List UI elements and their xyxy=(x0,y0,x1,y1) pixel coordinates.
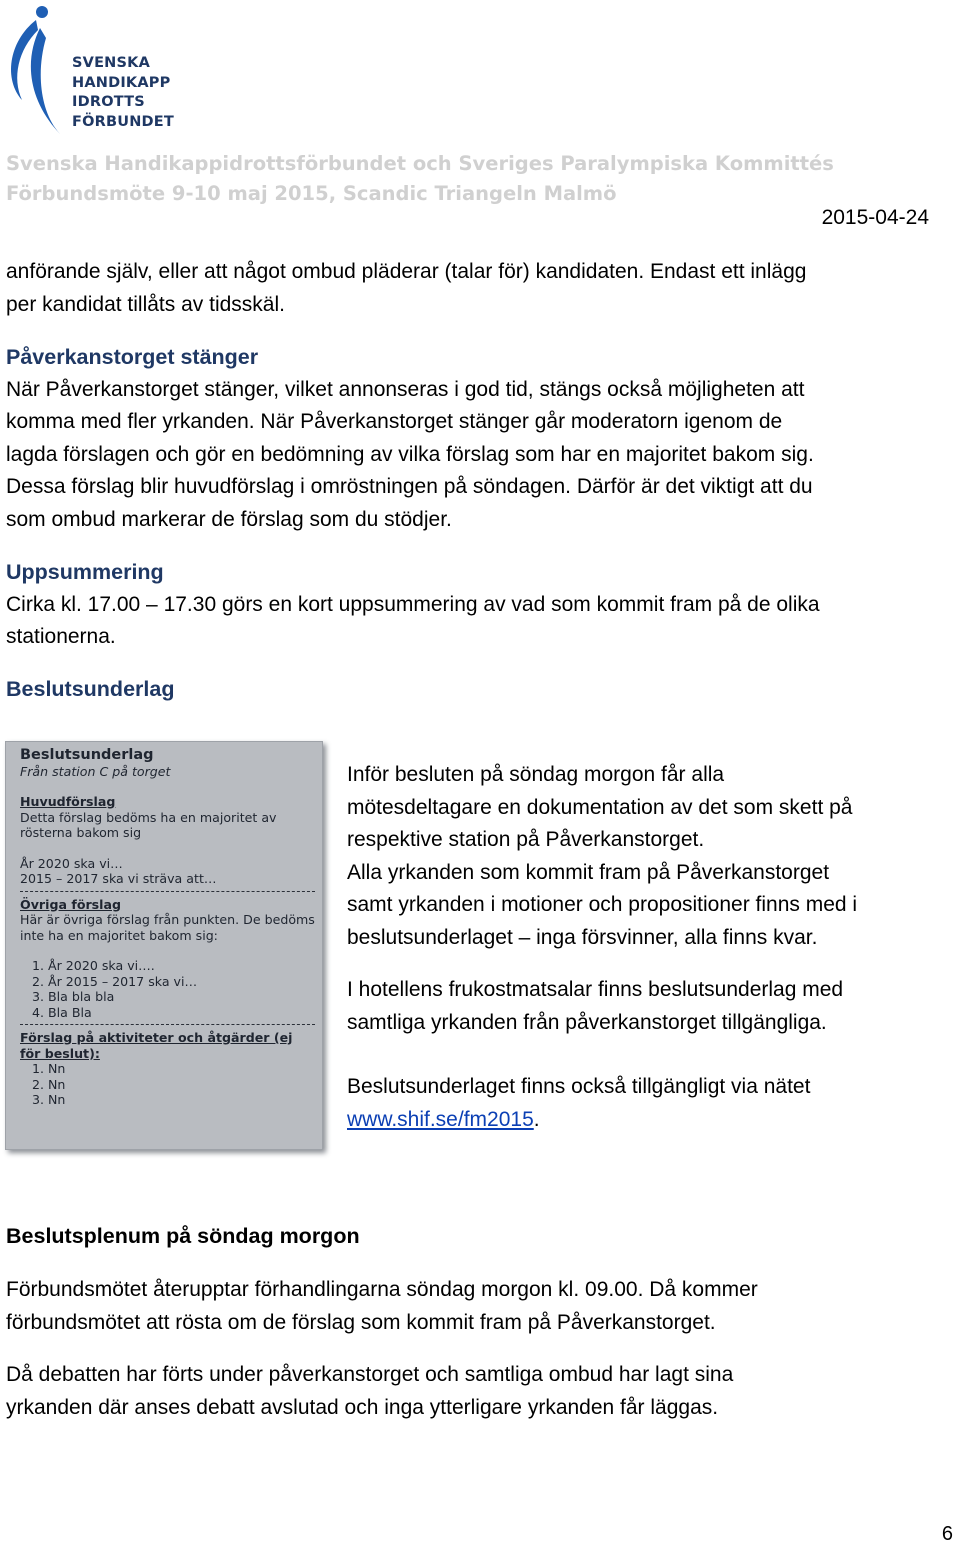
body-line: beslutsunderlaget – inga försvinner, alla finns kvar. xyxy=(347,925,818,949)
thumb-divider xyxy=(20,891,315,892)
list-item: 3. Bla bla bla xyxy=(48,989,315,1005)
logo-line: SVENSKA xyxy=(72,55,151,71)
document-date: 2015-04-24 xyxy=(821,206,929,229)
shif-logo xyxy=(2,2,172,142)
beslutsunderlag-para1 xyxy=(347,759,947,954)
body-line: Alla yrkanden som kommit fram på Påverkanstorget xyxy=(347,860,830,884)
body-line: stationerna. xyxy=(6,625,116,648)
thumb-year-line: 2015 – 2017 ska vi sträva att… xyxy=(20,871,217,886)
body-line: Inför besluten på söndag morgon får alla xyxy=(347,763,725,786)
section-plenum xyxy=(6,1220,956,1253)
plenum-para1 xyxy=(6,1274,956,1339)
intro-paragraph xyxy=(6,256,956,321)
thumb-subtitle: Från station C på torget xyxy=(20,763,171,779)
thumb-year-line: År 2020 ska vi… xyxy=(20,855,123,871)
section-heading: Uppsummering xyxy=(6,560,164,584)
link-line xyxy=(347,1104,947,1137)
body-line: I hotellens frukostmatsalar finns beslutsunderlag med xyxy=(347,978,844,1001)
page-number: 6 xyxy=(941,1523,953,1545)
intro-line: anförande själv, eller att något ombud pläderar (talar för) kandidaten. Endast ett inlägg xyxy=(6,260,807,283)
section-heading: Beslutsplenum på söndag morgon xyxy=(6,1224,360,1248)
plenum-para2 xyxy=(6,1359,956,1424)
list-item: 2. Nn xyxy=(48,1077,315,1093)
section-paverkan xyxy=(6,341,956,536)
thumb-ovriga-text: Här är övriga förslag från punkten. De bedöms inte ha en majoritet bakom sig: xyxy=(20,912,315,943)
body-line: Beslutsunderlaget finns också tillgängligt via nätet xyxy=(347,1075,811,1098)
logo-line: FÖRBUNDET xyxy=(72,113,174,130)
org-line: Svenska Handikappidrottsförbundet och Sveriges Paralympiska Kommittés xyxy=(6,152,834,175)
beslutsunderlag-para2 xyxy=(347,974,947,1039)
list-item: 4. Bla Bla xyxy=(48,1005,315,1021)
thumb-aktiviteter-heading: Förslag på aktiviteter och åtgärder (ej för beslut): xyxy=(20,1030,293,1061)
logo-line: IDROTTS xyxy=(72,94,145,110)
thumb-title: Beslutsunderlag xyxy=(20,747,154,763)
intro-line: per kandidat tillåts av tidsskäl. xyxy=(6,292,285,316)
thumb-ovriga-heading: Övriga förslag xyxy=(20,896,122,912)
beslutsunderlag-thumbnail xyxy=(5,741,323,1150)
list-item: 1. Nn xyxy=(48,1061,315,1077)
meeting-line: Förbundsmöte 9-10 maj 2015, Scandic Triangeln Malmö xyxy=(6,182,617,205)
section-heading: Påverkanstorget stänger xyxy=(6,345,259,369)
body-line: lagda förslagen och gör en bedömning av vilka förslag som har en majoritet bakom sig. xyxy=(6,442,814,466)
thumb-divider xyxy=(20,1024,315,1025)
body-line: Förbundsmötet återupptar förhandlingarna söndag morgon kl. 09.00. Då kommer xyxy=(6,1278,758,1301)
body-line: som ombud markerar de förslag som du stödjer. xyxy=(6,507,452,531)
body-line: förbundsmötet att rösta om de förslag som kommit fram på Påverkanstorget. xyxy=(6,1310,716,1334)
section-uppsummering xyxy=(6,556,956,654)
shif-fm2015-link[interactable]: www.shif.se/fm2015 xyxy=(347,1107,534,1131)
thumb-huvud-text: Detta förslag bedöms ha en majoritet av rösterna bakom sig xyxy=(20,809,277,840)
body-line: samt yrkanden i motioner och propositioner finns med i xyxy=(347,893,858,916)
body-line: Dessa förslag blir huvudförslag i omröstningen på söndagen. Därför är det viktigt att du xyxy=(6,475,813,498)
beslutsunderlag-para3 xyxy=(347,1071,947,1136)
body-line: Cirka kl. 17.00 – 17.30 görs en kort uppsummering av vad som kommit fram på de olika xyxy=(6,592,820,616)
logo-line: HANDIKAPP xyxy=(72,74,171,91)
body-line: mötesdeltagare en dokumentation av det som skett på xyxy=(347,795,853,819)
body-line: När Påverkanstorget stänger, vilket annonseras i god tid, stängs också möjligheten att xyxy=(6,377,805,401)
thumb-ovriga-list xyxy=(20,958,315,1020)
body-line: komma med fler yrkanden. När Påverkanstorget stänger går moderatorn igenom de xyxy=(6,410,783,433)
thumb-huvud-heading: Huvudförslag xyxy=(20,794,116,809)
section-heading: Beslutsunderlag xyxy=(6,677,175,701)
body-line: respektive station på Påverkanstorget. xyxy=(347,828,705,851)
body-line: Då debatten har förts under påverkanstorget och samtliga ombud har lagt sina xyxy=(6,1363,734,1386)
thumb-aktiviteter-list xyxy=(20,1061,315,1108)
body-line: yrkanden där anses debatt avslutad och inga ytterligare yrkanden får läggas. xyxy=(6,1395,719,1419)
list-item: 1. År 2020 ska vi…. xyxy=(48,958,315,974)
body-line: samtliga yrkanden från påverkanstorget tillgängliga. xyxy=(347,1010,827,1034)
list-item: 3. Nn xyxy=(48,1092,315,1108)
list-item: 2. År 2015 – 2017 ska vi… xyxy=(48,974,315,990)
header-org xyxy=(6,149,834,209)
link-suffix: . xyxy=(533,1107,540,1131)
section-beslutsunderlag xyxy=(6,673,956,706)
logo-swirl-icon xyxy=(2,2,72,142)
